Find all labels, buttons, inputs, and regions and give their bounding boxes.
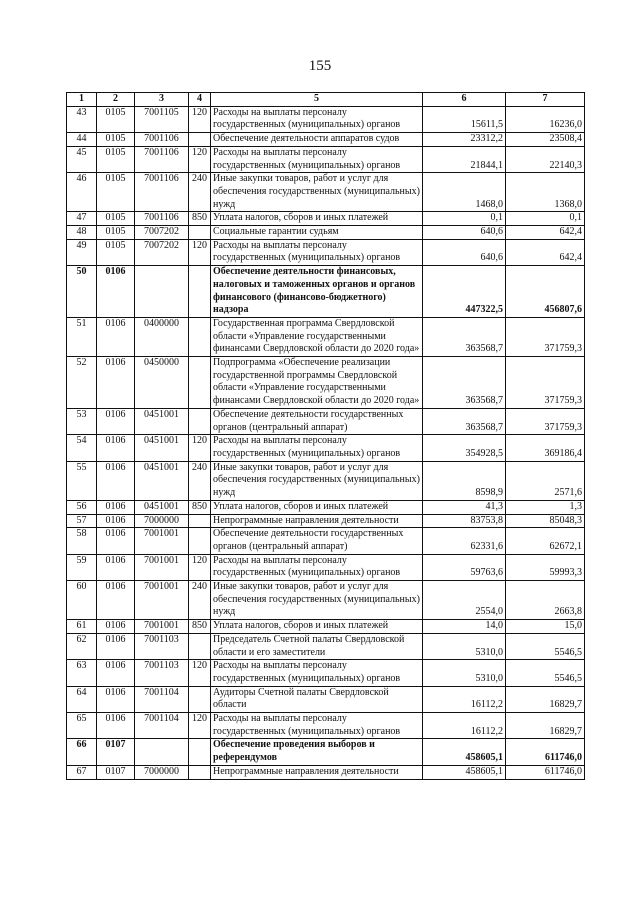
budget-table — [66, 92, 585, 780]
section-code-cell: 0106 — [97, 620, 135, 634]
amount-col7-cell: 1,3 — [506, 500, 585, 514]
amount-col6-cell: 447322,5 — [423, 266, 506, 318]
target-article-cell: 7001104 — [135, 686, 189, 712]
expense-type-cell: 120 — [189, 660, 211, 686]
row-number-cell: 65 — [67, 713, 97, 739]
expense-type-cell: 850 — [189, 620, 211, 634]
amount-col6-cell: 5310,0 — [423, 633, 506, 659]
table-row — [67, 739, 585, 765]
expense-type-cell: 120 — [189, 106, 211, 132]
amount-col7-cell: 85048,3 — [506, 514, 585, 528]
table-row — [67, 660, 585, 686]
amount-col7-cell: 0,1 — [506, 212, 585, 226]
description-cell: Иные закупки товаров, работ и услуг для обеспечения государственных (муниципальных) нужд — [211, 461, 423, 500]
target-article-cell: 7001001 — [135, 620, 189, 634]
amount-col7-cell: 15,0 — [506, 620, 585, 634]
amount-col6-cell: 59763,6 — [423, 554, 506, 580]
expense-type-cell: 850 — [189, 212, 211, 226]
target-article-cell: 0451001 — [135, 500, 189, 514]
table-row — [67, 133, 585, 147]
description-cell: Расходы на выплаты персоналу государственных (муниципальных) органов — [211, 713, 423, 739]
expense-type-cell — [189, 133, 211, 147]
target-article-cell: 7007202 — [135, 239, 189, 265]
expense-type-cell: 120 — [189, 435, 211, 461]
expense-type-cell — [189, 686, 211, 712]
row-number-cell: 46 — [67, 173, 97, 212]
expense-type-cell — [189, 514, 211, 528]
section-code-cell: 0107 — [97, 739, 135, 765]
target-article-cell: 7001001 — [135, 554, 189, 580]
expense-type-cell — [189, 317, 211, 356]
amount-col6-cell: 363568,7 — [423, 408, 506, 434]
section-code-cell: 0106 — [97, 554, 135, 580]
row-number-cell: 54 — [67, 435, 97, 461]
amount-col6-cell: 16112,2 — [423, 713, 506, 739]
amount-col6-cell: 0,1 — [423, 212, 506, 226]
amount-col7-cell: 611746,0 — [506, 765, 585, 779]
table-row — [67, 239, 585, 265]
target-article-cell: 7000000 — [135, 514, 189, 528]
header-cell: 4 — [189, 93, 211, 107]
description-cell: Уплата налогов, сборов и иных платежей — [211, 500, 423, 514]
table-row — [67, 528, 585, 554]
amount-col6-cell: 8598,9 — [423, 461, 506, 500]
section-code-cell: 0106 — [97, 581, 135, 620]
target-article-cell: 0451001 — [135, 435, 189, 461]
target-article-cell: 7001103 — [135, 633, 189, 659]
table-row — [67, 514, 585, 528]
row-number-cell: 44 — [67, 133, 97, 147]
expense-type-cell — [189, 633, 211, 659]
table-row — [67, 212, 585, 226]
amount-col6-cell: 5310,0 — [423, 660, 506, 686]
amount-col6-cell: 16112,2 — [423, 686, 506, 712]
description-cell: Обеспечение деятельности финансовых, налоговых и таможенных органов и органов финансового (финансово-бюджетного) надзора — [211, 266, 423, 318]
target-article-cell: 7001104 — [135, 713, 189, 739]
table-row — [67, 146, 585, 172]
target-article-cell: 7007202 — [135, 226, 189, 240]
amount-col6-cell: 640,6 — [423, 226, 506, 240]
section-code-cell: 0106 — [97, 528, 135, 554]
amount-col7-cell: 369186,4 — [506, 435, 585, 461]
description-cell: Расходы на выплаты персоналу государственных (муниципальных) органов — [211, 146, 423, 172]
description-cell: Расходы на выплаты персоналу государственных (муниципальных) органов — [211, 435, 423, 461]
row-number-cell: 64 — [67, 686, 97, 712]
target-article-cell: 7001105 — [135, 106, 189, 132]
target-article-cell: 0400000 — [135, 317, 189, 356]
amount-col7-cell: 5546,5 — [506, 633, 585, 659]
section-code-cell: 0106 — [97, 266, 135, 318]
amount-col6-cell: 15611,5 — [423, 106, 506, 132]
section-code-cell: 0106 — [97, 713, 135, 739]
header-cell: 2 — [97, 93, 135, 107]
section-code-cell: 0105 — [97, 106, 135, 132]
description-cell: Обеспечение деятельности аппаратов судов — [211, 133, 423, 147]
amount-col6-cell: 354928,5 — [423, 435, 506, 461]
row-number-cell: 56 — [67, 500, 97, 514]
row-number-cell: 59 — [67, 554, 97, 580]
description-cell: Расходы на выплаты персоналу государственных (муниципальных) органов — [211, 554, 423, 580]
row-number-cell: 61 — [67, 620, 97, 634]
description-cell: Иные закупки товаров, работ и услуг для обеспечения государственных (муниципальных) нужд — [211, 581, 423, 620]
row-number-cell: 58 — [67, 528, 97, 554]
row-number-cell: 52 — [67, 357, 97, 409]
description-cell: Непрограммные направления деятельности — [211, 514, 423, 528]
section-code-cell: 0105 — [97, 226, 135, 240]
target-article-cell: 7001106 — [135, 146, 189, 172]
section-code-cell: 0105 — [97, 239, 135, 265]
expense-type-cell — [189, 266, 211, 318]
amount-col6-cell: 62331,6 — [423, 528, 506, 554]
header-cell: 3 — [135, 93, 189, 107]
table-row — [67, 633, 585, 659]
description-cell: Председатель Счетной палаты Свердловской области и его заместители — [211, 633, 423, 659]
amount-col6-cell: 2554,0 — [423, 581, 506, 620]
expense-type-cell — [189, 739, 211, 765]
amount-col6-cell: 458605,1 — [423, 739, 506, 765]
amount-col6-cell: 14,0 — [423, 620, 506, 634]
amount-col7-cell: 642,4 — [506, 226, 585, 240]
amount-col7-cell: 5546,5 — [506, 660, 585, 686]
section-code-cell: 0106 — [97, 633, 135, 659]
expense-type-cell: 240 — [189, 581, 211, 620]
amount-col6-cell: 83753,8 — [423, 514, 506, 528]
expense-type-cell — [189, 528, 211, 554]
amount-col7-cell: 371759,3 — [506, 317, 585, 356]
description-cell: Обеспечение деятельности государственных органов (центральный аппарат) — [211, 528, 423, 554]
target-article-cell: 0450000 — [135, 357, 189, 409]
expense-type-cell: 240 — [189, 461, 211, 500]
row-number-cell: 49 — [67, 239, 97, 265]
table-row — [67, 620, 585, 634]
target-article-cell — [135, 739, 189, 765]
amount-col7-cell: 1368,0 — [506, 173, 585, 212]
amount-col7-cell: 62672,1 — [506, 528, 585, 554]
expense-type-cell: 120 — [189, 146, 211, 172]
description-cell: Аудиторы Счетной палаты Свердловской области — [211, 686, 423, 712]
amount-col7-cell: 16236,0 — [506, 106, 585, 132]
target-article-cell: 0451001 — [135, 461, 189, 500]
amount-col7-cell: 16829,7 — [506, 686, 585, 712]
target-article-cell: 7001103 — [135, 660, 189, 686]
row-number-cell: 55 — [67, 461, 97, 500]
expense-type-cell: 120 — [189, 239, 211, 265]
description-cell: Расходы на выплаты персоналу государственных (муниципальных) органов — [211, 106, 423, 132]
target-article-cell: 0451001 — [135, 408, 189, 434]
section-code-cell: 0106 — [97, 686, 135, 712]
header-cell: 7 — [506, 93, 585, 107]
row-number-cell: 57 — [67, 514, 97, 528]
section-code-cell: 0105 — [97, 146, 135, 172]
table-row — [67, 461, 585, 500]
section-code-cell: 0106 — [97, 514, 135, 528]
row-number-cell: 67 — [67, 765, 97, 779]
amount-col6-cell: 363568,7 — [423, 357, 506, 409]
amount-col6-cell: 23312,2 — [423, 133, 506, 147]
row-number-cell: 48 — [67, 226, 97, 240]
table-row — [67, 173, 585, 212]
description-cell: Социальные гарантии судьям — [211, 226, 423, 240]
table-row — [67, 266, 585, 318]
amount-col7-cell: 23508,4 — [506, 133, 585, 147]
row-number-cell: 47 — [67, 212, 97, 226]
row-number-cell: 62 — [67, 633, 97, 659]
amount-col7-cell: 456807,6 — [506, 266, 585, 318]
amount-col7-cell: 59993,3 — [506, 554, 585, 580]
description-cell: Уплата налогов, сборов и иных платежей — [211, 212, 423, 226]
target-article-cell: 7001001 — [135, 581, 189, 620]
table-row — [67, 357, 585, 409]
description-cell: Обеспечение проведения выборов и референдумов — [211, 739, 423, 765]
amount-col7-cell: 16829,7 — [506, 713, 585, 739]
description-cell: Расходы на выплаты персоналу государственных (муниципальных) органов — [211, 660, 423, 686]
row-number-cell: 66 — [67, 739, 97, 765]
section-code-cell: 0106 — [97, 408, 135, 434]
section-code-cell: 0106 — [97, 660, 135, 686]
section-code-cell: 0106 — [97, 500, 135, 514]
description-cell: Непрограммные направления деятельности — [211, 765, 423, 779]
row-number-cell: 50 — [67, 266, 97, 318]
header-row — [67, 93, 585, 107]
expense-type-cell: 120 — [189, 554, 211, 580]
description-cell: Уплата налогов, сборов и иных платежей — [211, 620, 423, 634]
page-number: 155 — [308, 58, 332, 74]
table-row — [67, 435, 585, 461]
table-row — [67, 554, 585, 580]
amount-col7-cell: 22140,3 — [506, 146, 585, 172]
expense-type-cell — [189, 357, 211, 409]
amount-col6-cell: 640,6 — [423, 239, 506, 265]
description-cell: Государственная программа Свердловской области «Управление государственными финансами Свердловской области до 2020 года» — [211, 317, 423, 356]
header-cell: 5 — [211, 93, 423, 107]
section-code-cell: 0106 — [97, 435, 135, 461]
amount-col6-cell: 363568,7 — [423, 317, 506, 356]
table-row — [67, 686, 585, 712]
target-article-cell — [135, 266, 189, 318]
table-row — [67, 765, 585, 779]
section-code-cell: 0105 — [97, 173, 135, 212]
target-article-cell: 7000000 — [135, 765, 189, 779]
amount-col7-cell: 2663,8 — [506, 581, 585, 620]
row-number-cell: 53 — [67, 408, 97, 434]
amount-col7-cell: 642,4 — [506, 239, 585, 265]
target-article-cell: 7001106 — [135, 133, 189, 147]
header-cell: 6 — [423, 93, 506, 107]
table-row — [67, 500, 585, 514]
table-row — [67, 713, 585, 739]
amount-col7-cell: 2571,6 — [506, 461, 585, 500]
description-cell: Расходы на выплаты персоналу государственных (муниципальных) органов — [211, 239, 423, 265]
description-cell: Иные закупки товаров, работ и услуг для обеспечения государственных (муниципальных) нужд — [211, 173, 423, 212]
table-row — [67, 106, 585, 132]
target-article-cell: 7001106 — [135, 173, 189, 212]
section-code-cell: 0106 — [97, 357, 135, 409]
amount-col7-cell: 611746,0 — [506, 739, 585, 765]
section-code-cell: 0106 — [97, 317, 135, 356]
amount-col7-cell: 371759,3 — [506, 357, 585, 409]
header-cell: 1 — [67, 93, 97, 107]
amount-col6-cell: 21844,1 — [423, 146, 506, 172]
expense-type-cell — [189, 765, 211, 779]
section-code-cell: 0107 — [97, 765, 135, 779]
amount-col6-cell: 41,3 — [423, 500, 506, 514]
description-cell: Подпрограмма «Обеспечение реализации государственной программы Свердловской области «Управление государственными финансами Свердловской области до 2020 года» — [211, 357, 423, 409]
row-number-cell: 43 — [67, 106, 97, 132]
expense-type-cell: 120 — [189, 713, 211, 739]
expense-type-cell — [189, 408, 211, 434]
target-article-cell: 7001001 — [135, 528, 189, 554]
expense-type-cell: 240 — [189, 173, 211, 212]
table-row — [67, 581, 585, 620]
table-row — [67, 226, 585, 240]
table-row — [67, 317, 585, 356]
section-code-cell: 0105 — [97, 133, 135, 147]
row-number-cell: 63 — [67, 660, 97, 686]
row-number-cell: 51 — [67, 317, 97, 356]
description-cell: Обеспечение деятельности государственных органов (центральный аппарат) — [211, 408, 423, 434]
target-article-cell: 7001106 — [135, 212, 189, 226]
expense-type-cell: 850 — [189, 500, 211, 514]
table-row — [67, 408, 585, 434]
amount-col7-cell: 371759,3 — [506, 408, 585, 434]
expense-type-cell — [189, 226, 211, 240]
table-body — [67, 106, 585, 779]
amount-col6-cell: 458605,1 — [423, 765, 506, 779]
amount-col6-cell: 1468,0 — [423, 173, 506, 212]
row-number-cell: 45 — [67, 146, 97, 172]
section-code-cell: 0106 — [97, 461, 135, 500]
row-number-cell: 60 — [67, 581, 97, 620]
section-code-cell: 0105 — [97, 212, 135, 226]
